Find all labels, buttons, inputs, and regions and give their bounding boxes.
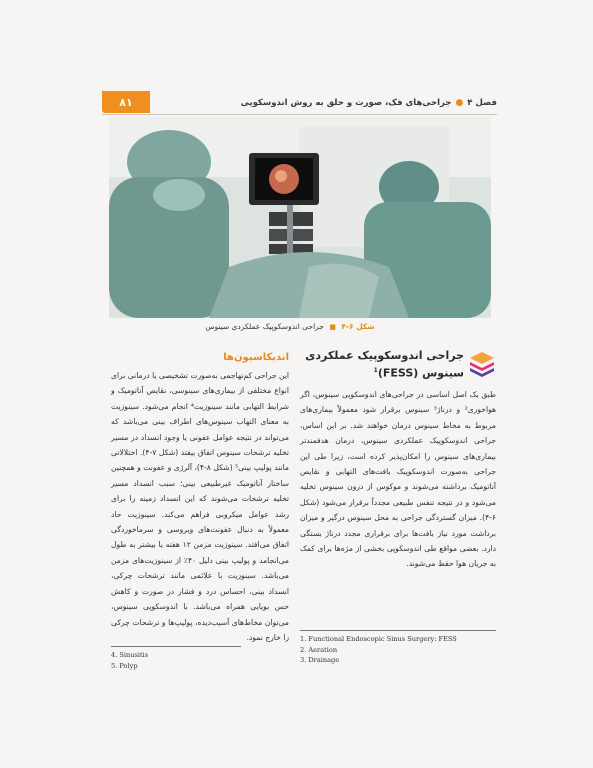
figure-caption bbox=[180, 322, 400, 336]
footnote-1: 1. Functional Endoscopic Sinus Surgery: FESS bbox=[300, 635, 457, 643]
section-title-sup: 1 bbox=[373, 367, 378, 374]
footnote-rule-left bbox=[111, 646, 241, 647]
running-header bbox=[102, 92, 497, 115]
header-bullet: ● bbox=[455, 98, 464, 108]
section-title-line2-text: سینوس (FESS) bbox=[377, 366, 464, 380]
chapter-label: فصل ۴ bbox=[467, 98, 497, 108]
figure-label: شکل ۶-۴ bbox=[341, 322, 375, 331]
page-number: ۸۱ bbox=[102, 91, 150, 113]
chapter-title: جراحی‌های فک، صورت و حلق به روش اندوسکوپی bbox=[240, 98, 452, 108]
section-title bbox=[305, 348, 464, 381]
layers-stack-icon bbox=[468, 350, 496, 378]
footnotes-right bbox=[300, 634, 496, 666]
footnote-4: 4. Sinusitis bbox=[111, 651, 149, 659]
caption-square-icon: ■ bbox=[329, 323, 336, 331]
surgery-photo bbox=[109, 117, 491, 318]
footnote-5: 5. Polyp bbox=[111, 661, 138, 670]
photo-illustration bbox=[109, 117, 491, 318]
section-heading bbox=[300, 348, 496, 384]
footnote-3: 3. Drainage bbox=[300, 656, 340, 664]
indications-title: اندیکاسیون‌ها bbox=[223, 352, 289, 363]
section-body: طبق یک اصل اساسی در جراحی‌های اندوسکوپی سینوس، اگر هواخوری² و درناژ³ سینوس برقرار شود معمولاً بیماری‌های مربوط به مخاط سینوس درمان خواهند شد. بر این اساس، جراحی اندوسکوپیک عملکردی سینوس، درمان هدفمندتر بیماری‌های سینوس را امکان‌پذیر کرده است، زیرا طی این جراحی به‌صورت اندوسکوپیک بافت‌های التهابی و نقایص آناتومیک برداشته می‌شوند و موکوس از درون سینوس تخلیه می‌شود و در نتیجه تنفس طبیعی مجدداً برقرار می‌شود (شکل ۶-۴). میزان گستردگی جراحی به محل سینوس درگیر و میزان برداشت مورد نیاز بافت‌ها برای برقراری مجدد درناژ بستگی دارد. بعضی مواقع طی اندوسکوپی بخشی از مژه‌ها برای کمک به جریان هوا حفظ می‌شوند. bbox=[300, 390, 496, 569]
figure-caption-text: جراحی اندوسکوپیک عملکردی سینوس bbox=[205, 322, 324, 331]
indications-body: این جراحی کم‌تهاجمی به‌صورت تشخیصی یا درمانی برای انواع مختلفی از بیماری‌های سینوسی، نقایص آناتومیک و شرایط التهابی مانند سینوزیت⁴ انجام می‌شود. سینوزیت به معنای التهاب سینوس‌های اطراف بینی می‌باشد که می‌تواند در نتیجه عوامل عفونی یا وجود انسداد در مسیر تخلیه ترشحات سینوس اتفاق بیفتد (شکل ۷-۴). اختلالاتی مانند پولیپ بینی⁵ (شکل ۸-۴)، آلرژی و عفونت و همچنین ساختار آناتومیک غیرطبیعی بینی؛ سبب انسداد مسیر تخلیه ترشحات می‌شوند که این انسداد زمینه را برای رشد عوامل میکروبی فراهم می‌کند. سینوزیت حاد معمولاً به دنبال عفونت‌های ویروسی و سرماخوردگی اتفاق می‌افتد. سینوزیت مزمن ۱۲ هفته یا بیشتر به طول می‌انجامد و پولیپ بینی دلیل ۴۰٪ از سینوزیت‌های مزمن می‌باشد. سینوزیت با علائمی مانند ترشحات چرکی، انسداد بینی، احساس درد و فشار در صورت و کاهش حس بویایی همراه می‌باشد. با اندوسکوپی سینوس، می‌توان مخاط‌های آسیب‌دیده، پولیپ‌ها و ترشحات چرکی را خارج نمود. bbox=[111, 371, 289, 642]
section-title-line2 bbox=[305, 363, 464, 381]
footnote-2: 2. Aeration bbox=[300, 645, 338, 654]
footnotes-left bbox=[111, 650, 289, 671]
section-title-line1: جراحی اندوسکوپیک عملکردی bbox=[305, 349, 464, 362]
footnote-rule-right bbox=[300, 630, 496, 631]
